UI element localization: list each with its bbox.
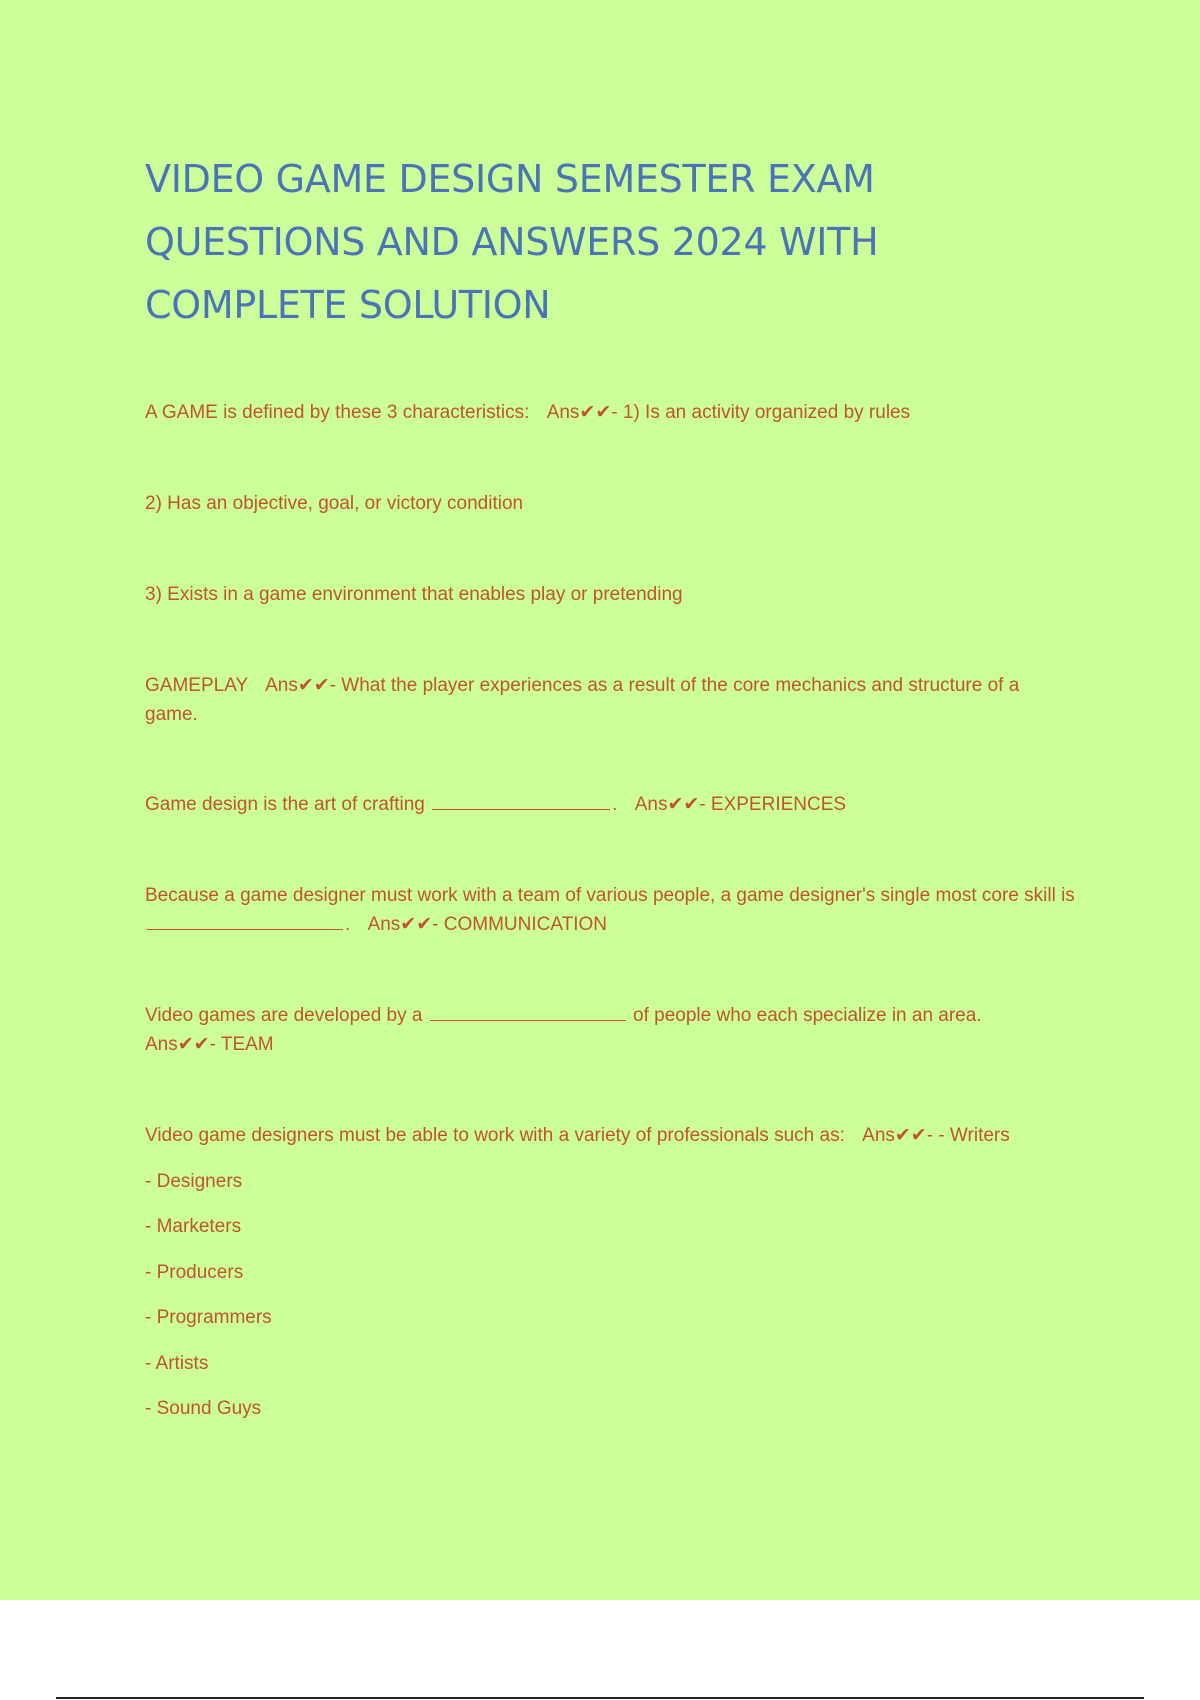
list-item: - Marketers [145, 1216, 242, 1237]
question-text: Game design is the art of crafting [145, 794, 425, 815]
answer-text: Ans✔✔- 1) Is an activity organized by rules [546, 402, 911, 423]
qa-item-core-skill [145, 881, 1075, 939]
answer-blank [430, 1019, 626, 1021]
question-text: Video games are developed by a [145, 1005, 423, 1026]
question-text: GAMEPLAY [145, 675, 248, 696]
answer-blank [147, 928, 343, 930]
answer-continuation: 2) Has an objective, goal, or victory condition [145, 493, 524, 514]
question-text: A GAME is defined by these 3 characteristics: [145, 402, 530, 423]
list-item: - Programmers [145, 1307, 272, 1328]
list-item: - Artists [145, 1353, 209, 1374]
question-text: Because a game designer must work with a team of various people, a game designer's single most core skill is [145, 885, 1075, 906]
list-item: - Designers [145, 1171, 243, 1192]
footer-divider [56, 1697, 1144, 1699]
list-item: - Sound Guys [145, 1398, 262, 1419]
qa-item-game-definition [145, 398, 1075, 427]
question-text-end: . [345, 914, 351, 935]
question-text: Video game designers must be able to work with a variety of professionals such as: [145, 1125, 845, 1146]
qa-item-gameplay [145, 671, 1075, 729]
answer-blank [432, 808, 610, 810]
list-item: - Producers [145, 1262, 244, 1283]
answer-text: Ans✔✔- - Writers [862, 1125, 1010, 1146]
question-text-end: . [612, 794, 618, 815]
question-text-end: of people who each specialize in an area. [633, 1005, 982, 1026]
answer-text: Ans✔✔- What the player experiences as a result of the core mechanics and structure of a game. [145, 675, 1020, 725]
qa-item-game-design-art [145, 790, 1075, 819]
answer-continuation: 3) Exists in a game environment that enables play or pretending [145, 584, 683, 605]
document-title: VIDEO GAME DESIGN SEMESTER EXAM QUESTIONS AND ANSWERS 2024 WITH COMPLETE SOLUTION [145, 157, 879, 327]
qa-item-team [145, 1001, 1075, 1059]
answer-text: Ans✔✔- EXPERIENCES [634, 794, 847, 815]
answer-text: Ans✔✔- COMMUNICATION [367, 914, 607, 935]
qa-item-professionals [145, 1121, 1075, 1150]
answer-text: Ans✔✔- TEAM [145, 1034, 274, 1055]
